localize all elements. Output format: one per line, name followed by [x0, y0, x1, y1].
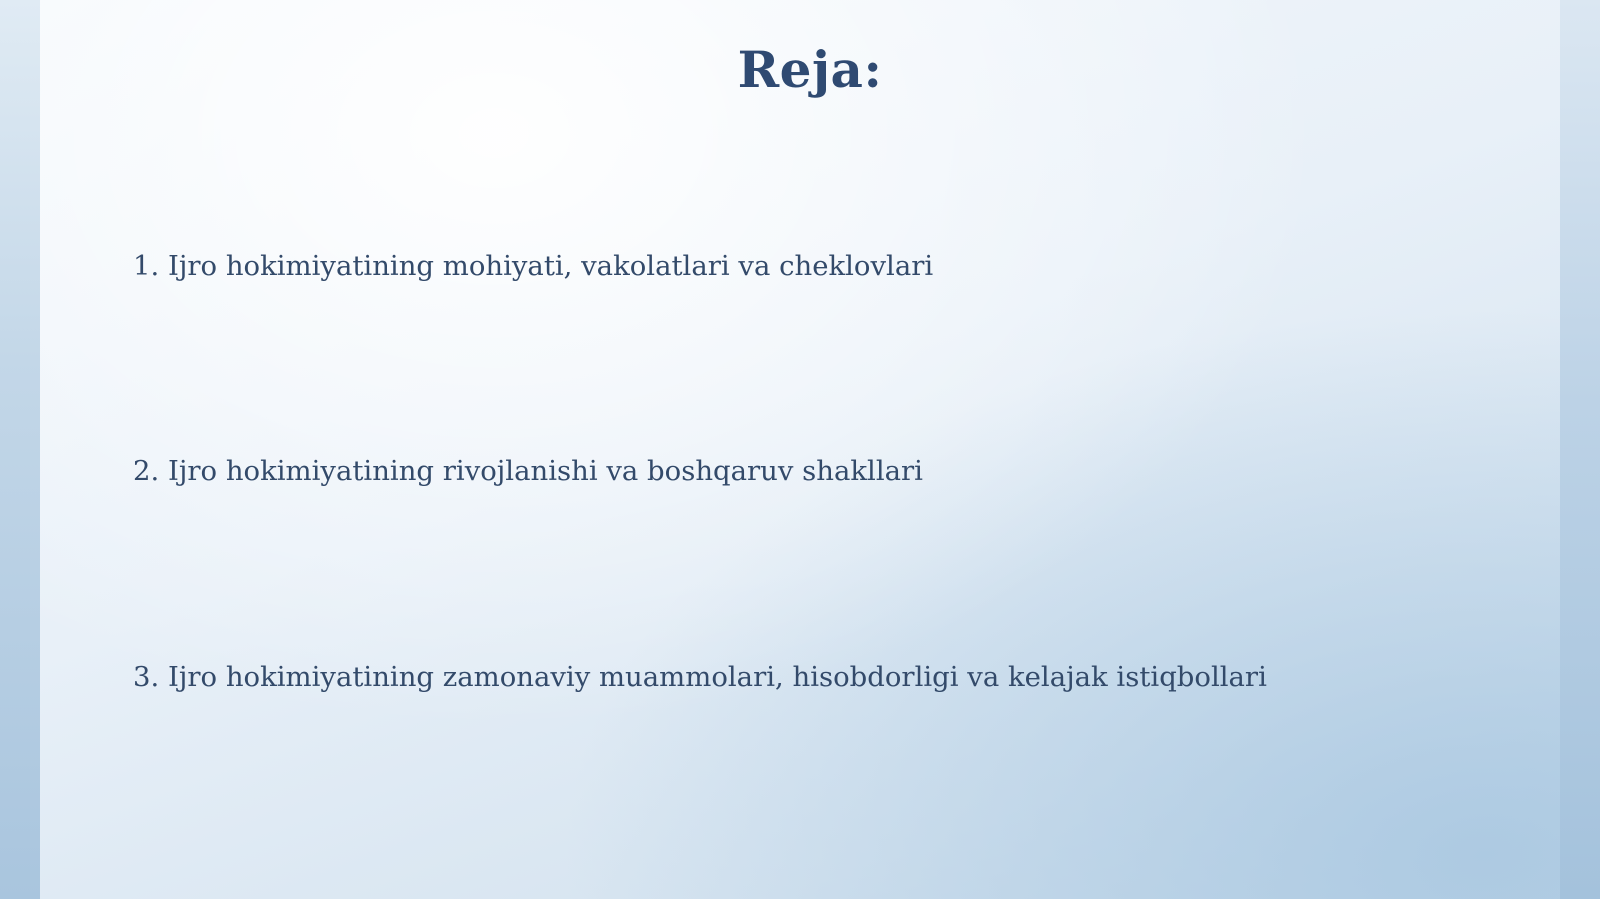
presentation-slide: [40, 0, 1560, 899]
plan-item-2: 2. Ijro hokimiyatining rivojlanishi va boshqaruv shakllari: [133, 455, 923, 487]
plan-item-1: 1. Ijro hokimiyatining mohiyati, vakolatlari va cheklovlari: [133, 250, 934, 282]
plan-item-3: 3. Ijro hokimiyatining zamonaviy muammolari, hisobdorligi va kelajak istiqbollari: [133, 661, 1267, 693]
slide-title: Reja:: [737, 40, 883, 99]
left-margin-band: [0, 0, 40, 899]
right-margin-band: [1560, 0, 1600, 899]
